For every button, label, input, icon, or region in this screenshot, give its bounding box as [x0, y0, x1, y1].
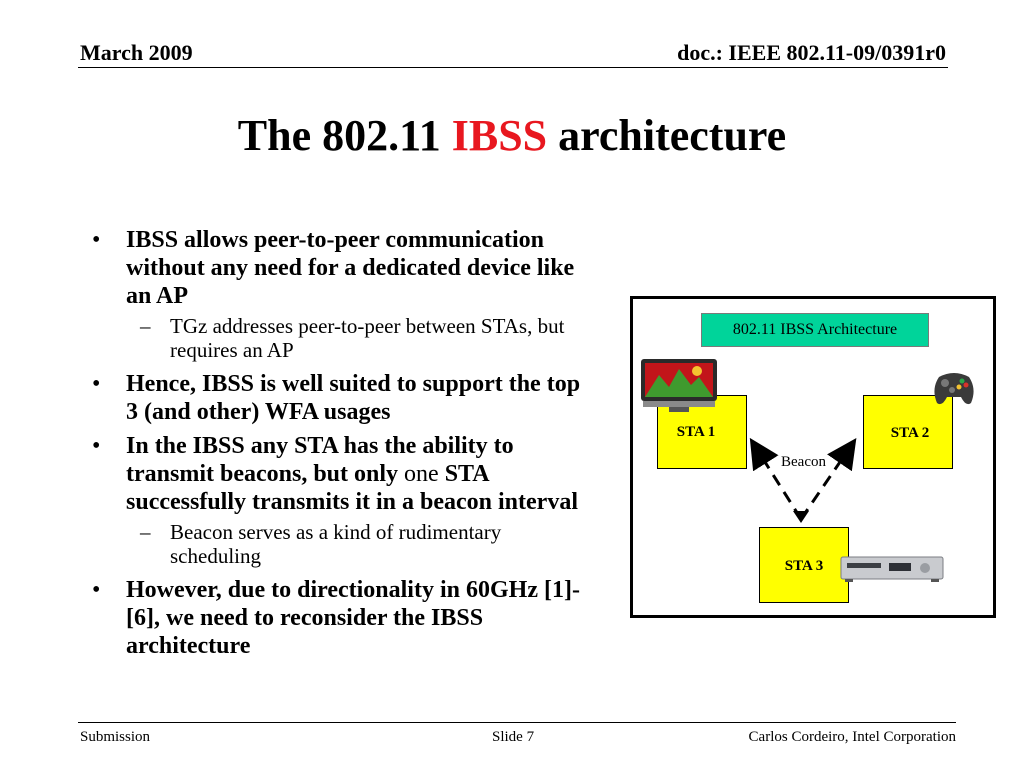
- header-doc-id: doc.: IEEE 802.11-09/0391r0: [677, 40, 946, 65]
- bullet-text-regular: one: [404, 461, 439, 487]
- sta-1-label: STA 1: [676, 424, 716, 440]
- sta-3-box: [759, 527, 849, 603]
- bullet-item: • However, due to directionality in 60GHz [1]-[6], we need to reconsider the IBSS architecture: [84, 576, 584, 660]
- sta-3-label: STA 3: [784, 558, 824, 574]
- sub-bullet-item: – TGz addresses peer-to-peer between STAs, but requires an AP: [84, 314, 584, 362]
- header-rule: [78, 67, 948, 68]
- header-date: March 2009: [80, 40, 193, 65]
- footer-slide-number: Slide 7: [492, 729, 535, 745]
- sta-2-label: STA 2: [890, 425, 930, 441]
- slide-title: [0, 110, 1024, 161]
- dvd-player-icon: [839, 553, 945, 583]
- bullet-text: STA successfully transmits it in a beacon interval: [126, 461, 578, 515]
- ibss-diagram: [630, 296, 996, 618]
- tv-icon: [639, 357, 719, 413]
- sub-bullet-item: – Beacon serves as a kind of rudimentary scheduling: [84, 520, 584, 568]
- title-accent: IBSS: [451, 111, 548, 160]
- bullet-list: [84, 226, 584, 666]
- bullet-item: [84, 432, 584, 516]
- footer-submission: Submission: [80, 729, 151, 745]
- beacon-label: Beacon: [781, 454, 826, 470]
- bullet-item: • IBSS allows peer-to-peer communication without any need for a dedicated device like an AP: [84, 226, 584, 310]
- title-prefix: The 802.11: [237, 111, 452, 160]
- footer-author: Carlos Cordeiro, Intel Corporation: [748, 729, 956, 745]
- diagram-title: 802.11 IBSS Architecture: [701, 313, 929, 347]
- gamepad-icon: [931, 363, 977, 409]
- bullet-text: In the IBSS any STA has the ability to transmit beacons, but only: [126, 433, 514, 487]
- title-suffix: architecture: [547, 111, 787, 160]
- footer-rule: [78, 722, 956, 723]
- beacon-origin-arrowhead: [793, 511, 809, 523]
- bullet-item: • Hence, IBSS is well suited to support the top 3 (and other) WFA usages: [84, 370, 584, 426]
